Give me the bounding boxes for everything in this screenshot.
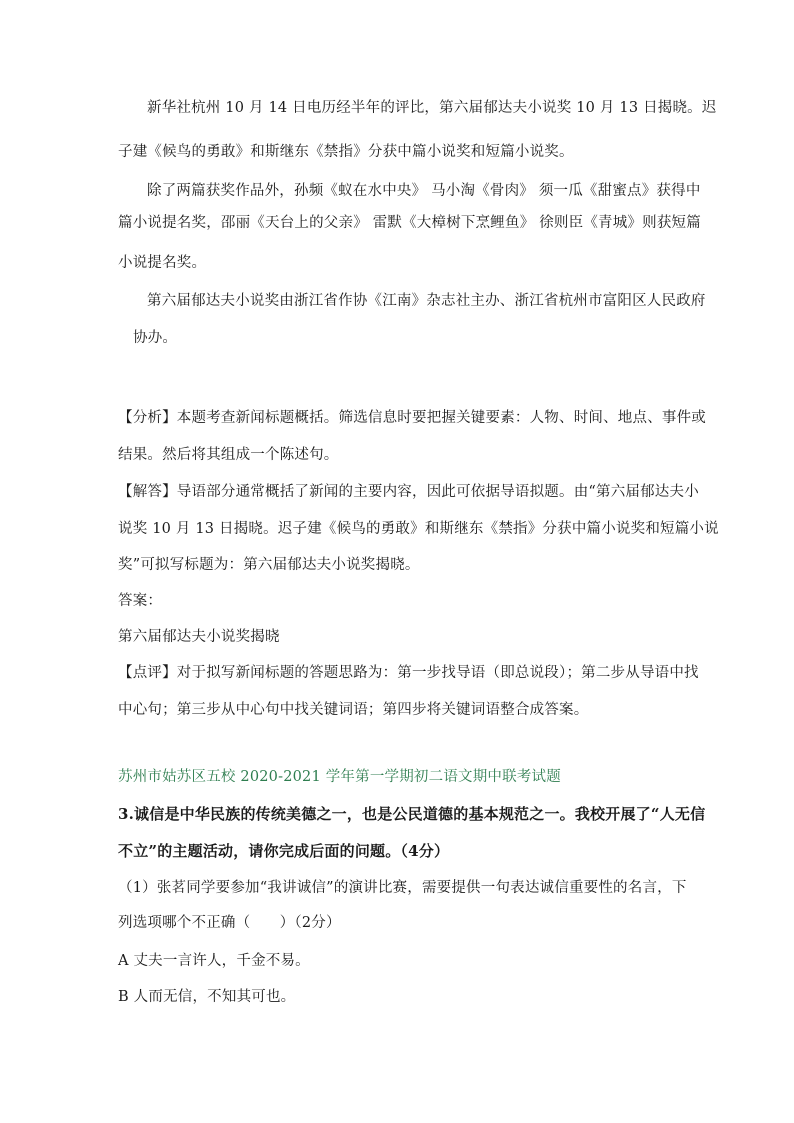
answer-label: 答案： — [118, 593, 163, 609]
answer-text: 第六届郁达夫小说奖揭晓 — [118, 629, 280, 645]
text-line: 除了两篇获奖作品外，孙频《蚁在水中央》 马小淘《骨肉》 须一瓜《甜蜜点》获得中 — [147, 183, 701, 199]
text-line: 中心句；第三步从中心句中找关键词语；第四步将关键词语整合成答案。 — [118, 702, 589, 718]
text-line: 篇小说提名奖，邵丽《天台上的父亲》 雷默《大樟树下烹鲤鱼》 徐则臣《青城》则获短篇 — [118, 215, 701, 231]
text-line: 协办。 — [133, 330, 178, 346]
option-b: B 人而无信，不知其可也。 — [118, 989, 296, 1005]
text-line: （1）张茗同学要参加“我讲诚信”的演讲比赛，需要提供一句表达诚信重要性的名言，下 — [118, 880, 687, 896]
text-line: 不立”的主题活动，请你完成后面的问题。（4分） — [118, 842, 450, 860]
text-line: 3.诚信是中华民族的传统美德之一，也是公民道德的基本规范之一。我校开展了“人无信 — [118, 805, 706, 823]
text-line: 新华社杭州 10 月 14 日电历经半年的评比，第六届郁达夫小说奖 10 月 13 日揭晓。迟 — [147, 100, 717, 116]
text-line: 列选项哪个不正确（ ）（2分） — [118, 915, 341, 931]
text-line: 结果。然后将其组成一个陈述句。 — [118, 447, 339, 463]
text-line: 第六届郁达夫小说奖由浙江省作协《江南》杂志社主办、浙江省杭州市富阳区人民政府 — [147, 293, 706, 309]
text-line: 【解答】导语部分通常概括了新闻的主要内容，因此可依据导语拟题。由“第六届郁达夫小 — [118, 484, 699, 500]
text-line: 子建《候鸟的勇敢》和斯继东《禁指》分获中篇小说奖和短篇小说奖。 — [118, 144, 574, 160]
option-a: A 丈夫一言许人，千金不易。 — [118, 953, 310, 969]
text-line: 奖”可拟写标题为：第六届郁达夫小说奖揭晓。 — [118, 557, 420, 573]
text-line: 说奖 10 月 13 日揭晓。迟子建《候鸟的勇敢》和斯继东《禁指》分获中篇小说奖和短篇小说 — [118, 521, 719, 537]
source-title: 苏州市姑苏区五校 2020-2021 学年第一学期初二语文期中联考试题 — [118, 769, 561, 785]
text-line: 【点评】对于拟写新闻标题的答题思路为：第一步找导语（即总说段）；第二步从导语中找 — [118, 665, 699, 681]
text-line: 小说提名奖。 — [118, 255, 207, 271]
text-line: 【分析】本题考查新闻标题概括。筛选信息时要把握关键要素：人物、时间、地点、事件或 — [118, 410, 706, 426]
